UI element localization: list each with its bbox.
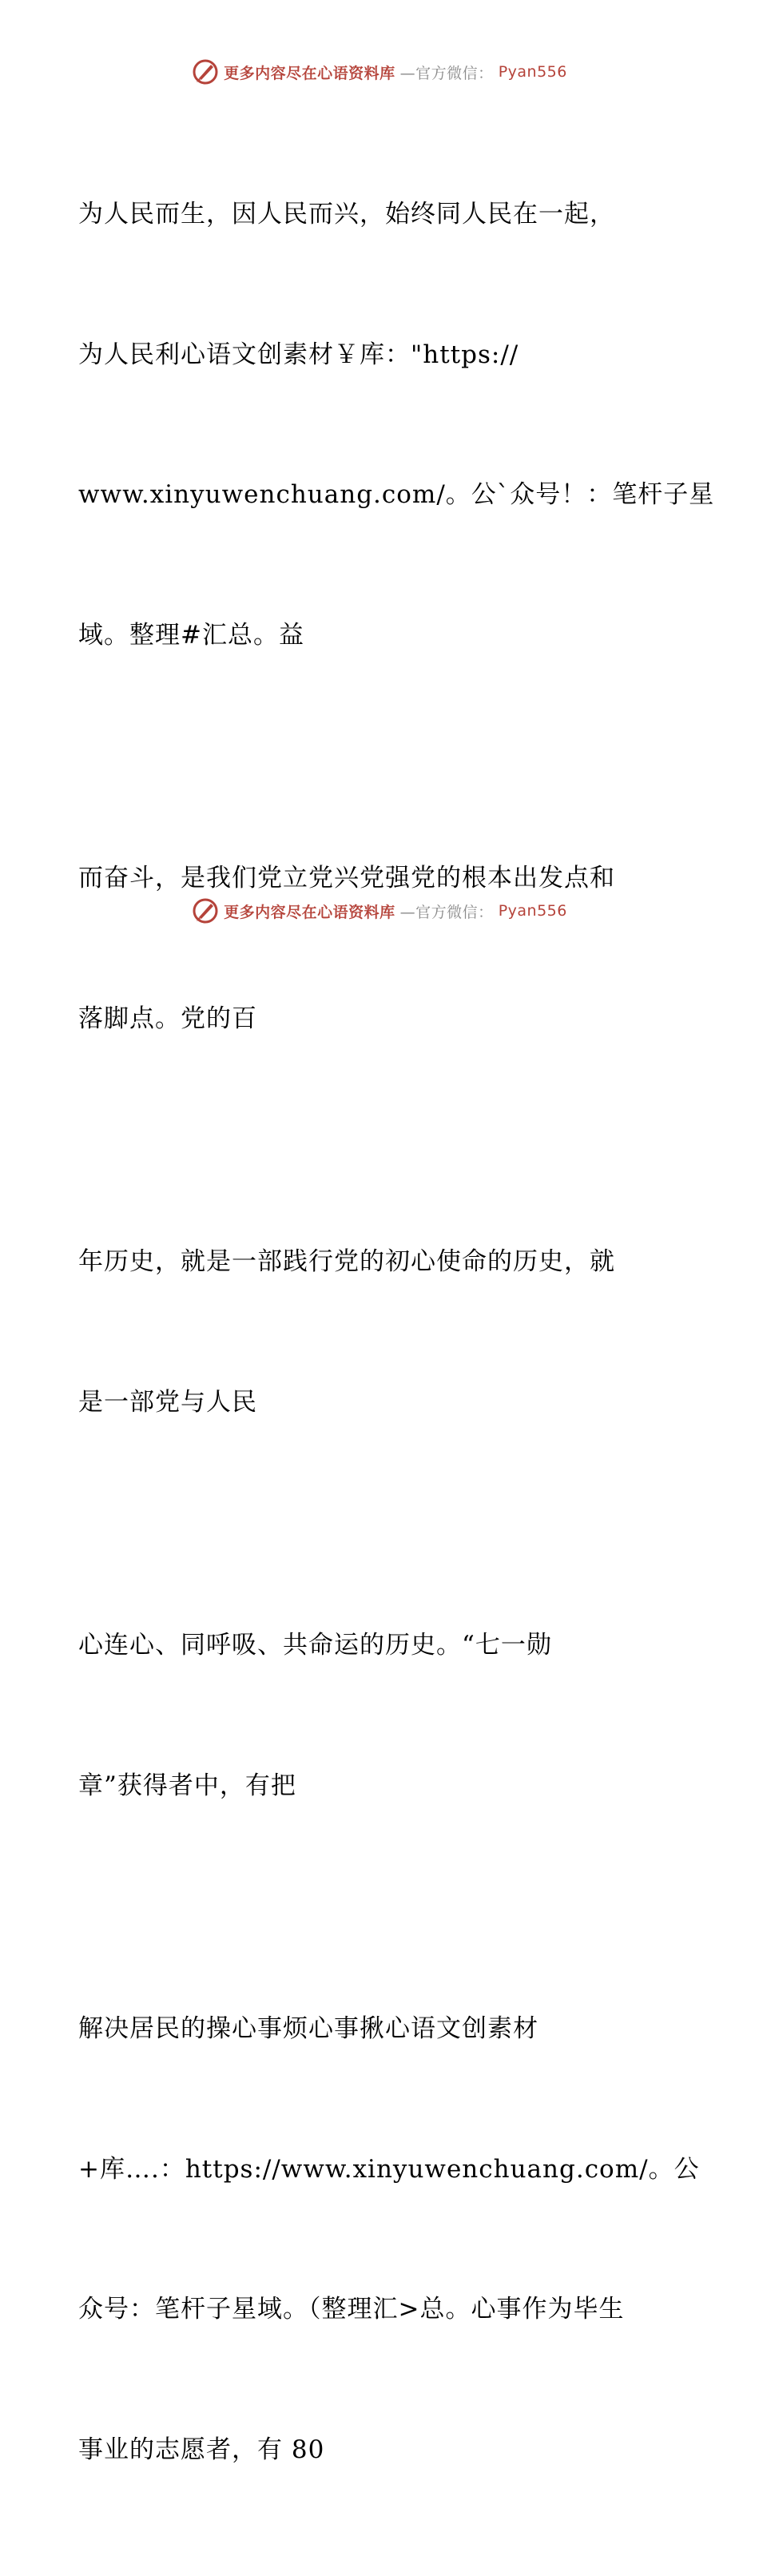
text-line: 众号：笔杆子星域。（整理汇>总。心事作为毕生 (78, 2295, 625, 2324)
document-body (78, 97, 715, 2576)
text-line: 为人民而生，因人民而兴，始终同人民在一起， (78, 200, 615, 229)
text-line: 是一部党与人民 (78, 1387, 257, 1417)
text-line: 章”获得者中，有把 (78, 1771, 296, 1800)
text-line: 落脚点。党的百 (78, 1004, 257, 1033)
quill-logo-icon (192, 897, 219, 924)
text-line: 年历史，就是一部践行党的初心使命的历史，就 (78, 1247, 615, 1276)
text-line: 解决居民的操心事烦心事揪心语文创素材 (78, 2014, 538, 2043)
footer-banner (0, 895, 759, 927)
text-line: +库….：https://www.xinyuwenchuang.com/。公 (78, 2154, 700, 2184)
text-line: 为人民利心语文创素材￥库："https:// (78, 340, 519, 369)
text-line: 域。整理#汇总。益 (78, 620, 304, 650)
banner-site-text: 更多内容尽在心语资料库 (224, 64, 395, 82)
text-line: www.xinyuwenchuang.com/。公`众号！：笔杆子星 (78, 480, 715, 509)
paragraph-1 (78, 97, 715, 752)
paragraph-4 (78, 1529, 685, 1902)
banner-official-text: —官方微信： (399, 903, 494, 921)
footer-banner-content (192, 897, 567, 924)
header-banner (0, 56, 759, 88)
text-line: 事业的志愿者，有 80 (78, 2435, 325, 2464)
banner-site-text: 更多内容尽在心语资料库 (224, 903, 395, 921)
paragraph-5 (78, 1912, 700, 2566)
quill-logo-icon (192, 58, 219, 85)
banner-wechat-id: Pyan556 (498, 902, 567, 920)
header-banner-content (192, 58, 567, 85)
paragraph-2 (78, 761, 685, 1135)
text-line: 而奋斗，是我们党立党兴党强党的根本出发点和 (78, 864, 615, 892)
banner-wechat-id: Pyan556 (498, 63, 567, 81)
text-line: 心连心、同呼吸、共命运的历史。“七一勋 (78, 1631, 552, 1660)
banner-official-text: —官方微信： (399, 64, 494, 82)
paragraph-3 (78, 1145, 685, 1519)
